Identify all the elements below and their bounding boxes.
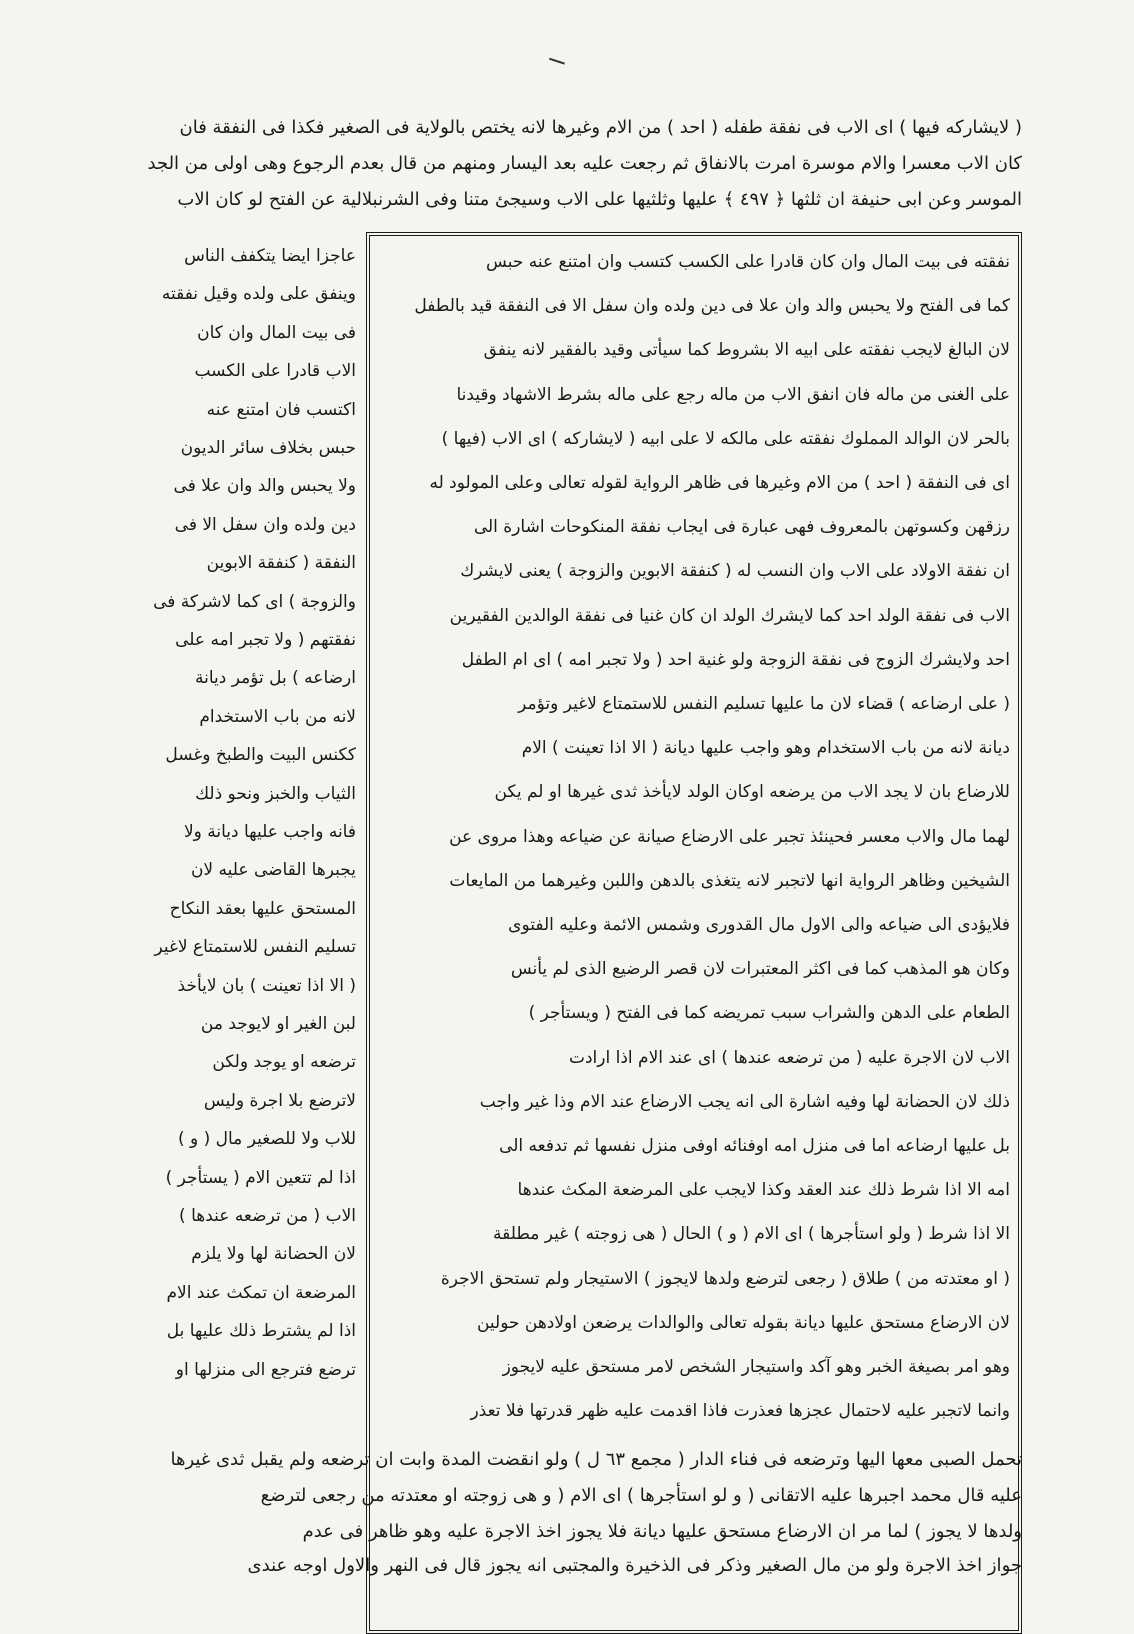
scan-mark [547,58,565,71]
main-line: امه الا اذا شرط ذلك عند العقد وكذا لايجب على المرضعة المكث عندها [517,1180,1010,1201]
bottom-line: تحمل الصبى معها اليها وترضعه فى فناء الدار ( مجمع ٦٣ ل ) ولو انقضت المدة وابت ان ترضعه ولم يقبل ثدى غيرها [170,1449,1022,1470]
main-line: على الغنى من ماله فان انفق الاب من ماله رجع على ماله بشرط الاشهاد وقيدنا [456,384,1010,405]
top-line: الموسر وعن ابى حنيفة ان ثلثها ﴿ ٤٩٧ ﴾ عليها وثلثيها على الاب وسيجئ متنا وفى الشرنبلالية عن الفتح لو كان الاب [177,189,1022,210]
side-line: ترضع فترجع الى منزلها او [175,1359,356,1380]
main-line: ان نفقة الاولاد على الاب وان النسب له ( كنفقة الابوين والزوجة ) يعنى لايشرك [460,561,1010,582]
side-line: اكتسب فان امتنع عنه [206,399,356,420]
side-line: تسليم النفس للاستمتاع لاغير [154,937,356,958]
main-line: ( او معتدته من ) طلاق ( رجعى لترضع ولدها لايجوز ) الاستيجار ولم تستحق الاجرة [440,1268,1010,1289]
main-line: ذلك لان الحضانة لها وفيه اشارة الى انه يجب الارضاع عند الام وذا غير واجب [479,1091,1010,1112]
main-line: للارضاع بان لا يجد الاب من يرضعه اوكان الولد لايأخذ ثدى غيرها او لم يكن [494,782,1010,803]
side-line: لان الحضانة لها ولا يلزم [191,1244,356,1265]
main-line: الاب فى نفقة الولد احد كما لايشرك الولد ان كان غنيا فى نفقة الوالدين الفقيرين [449,605,1010,626]
side-line: المستحق عليها بعقد النكاح [169,898,356,919]
side-line: اذا لم تتعين الام ( يستأجر ) [165,1167,356,1188]
side-line: ترضعه او يوجد ولكن [212,1052,356,1073]
side-line: ارضاعه ) بل تؤمر ديانة [195,668,356,689]
main-line: ديانة لانه من باب الاستخدام وهو واجب عليها ديانة ( الا اذا تعينت ) الام [521,738,1010,759]
top-line: كان الاب معسرا والام موسرة امرت بالانفاق ثم رجعت عليه بعد اليسار ومنهم من قال بعدم الرجوع وهى اولى من الجد [147,153,1022,174]
main-line: فلايؤدى الى ضياعه والى الاول مال القدورى وشمس الائمة وعليه الفتوى [508,915,1010,935]
side-line: للاب ولا للصغير مال ( و ) [177,1129,356,1150]
side-line: لانه من باب الاستخدام [199,706,356,727]
main-line: وانما لاتجبر عليه لاحتمال عجزها فعذرت فاذا اقدمت عليه ظهر قدرتها فلا تعذر [470,1401,1010,1422]
side-line: عاجزا ايضا يتكفف الناس [184,246,356,266]
main-line: وهو امر بصيغة الخبر وهو آكد واستيجار الشخص لامر مستحق عليه لايجوز [502,1357,1010,1377]
main-line: لان الارضاع مستحق عليها ديانة بقوله تعالى والوالدات يرضعن اولادهن حولين [476,1312,1010,1333]
side-line: فى بيت المال وان كان [197,322,356,343]
main-line: وكان هو المذهب كما فى اكثر المعتبرات لان قصر الرضيع الذى لم يأنس [510,959,1010,980]
main-line: الطعام على الدهن والشراب سبب تمريضه كما فى الفتح ( ويستأجر ) [528,1003,1010,1024]
side-line: الثياب والخبز ونحو ذلك [195,783,356,804]
main-line: بالحر لان الوالد المملوك نفقته على مالكه لا على ابيه ( لايشاركه ) اى الاب (فيها ) [441,428,1010,449]
side-line: يجبرها القاضى عليه لان [190,860,356,881]
main-line: الا اذا شرط ( ولو استأجرها ) اى الام ( و ) الحال ( هى زوجته ) غير مطلقة [492,1224,1010,1245]
main-line: لهما مال والاب معسر فحينئذ تجبر على الارضاع صيانة عن ضياعه وهذا مروى عن [449,826,1010,847]
main-line: لان البالغ لايجب نفقته على ابيه الا بشروط كما سيأتى وقيد بالفقير لانه ينفق [483,340,1010,361]
bottom-line: جواز اخذ الاجرة ولو من مال الصغير وذكر فى الذخيرة والمجتبى انه يجوز قال فى النهر والاول اوجه عندى [247,1555,1022,1576]
side-line: والزوجة ) اى كما لاشركة فى [153,591,356,612]
side-line: الاب ( من ترضعه عندها ) [179,1206,356,1226]
main-line: احد ولايشرك الزوج فى نفقة الزوجة ولو غنية احد ( ولا تجبر امه ) اى ام الطفل [461,649,1010,670]
main-line: كما فى الفتح ولا يحبس والد وان علا فى دين ولده وان سفل الا فى النفقة قيد بالطفل [414,296,1010,317]
main-line: اى فى النفقة ( احد ) من الام وغيرها فى ظاهر الرواية لقوله تعالى وعلى المولود له [429,473,1010,493]
main-line: بل عليها ارضاعه اما فى منزل امه اوفنائه اوفى منزل نفسها ثم تدفعه الى [499,1136,1010,1156]
side-line: ككنس البيت والطبخ وغسل [165,745,356,766]
side-line: لاترضع بلا اجرة وليس [203,1090,356,1111]
side-line: لبن الغير او لايوجد من [200,1014,356,1034]
side-line: اذا لم يشترط ذلك عليها بل [166,1321,356,1342]
main-line: الشيخين وظاهر الرواية انها لاتجبر لانه يتغذى بالدهن واللبن وغيرهما من المايعات [449,870,1010,891]
bottom-line: عليه قال محمد اجبرها عليه الاتقانى ( و لو استأجرها ) اى الام ( و هى زوجته او معتدته من رجعى لترضع [260,1485,1022,1506]
side-line: نفقتهم ( ولا تجبر امه على [175,630,356,650]
side-line: حبس بخلاف سائر الديون [180,438,356,458]
main-line: الاب لان الاجرة عليه ( من ترضعه عندها ) اى عند الام اذا ارادت [568,1047,1010,1068]
main-line: ( على ارضاعه ) قضاء لان ما عليها تسليم النفس للاستمتاع لاغير وتؤمر [518,694,1010,714]
main-line: نفقته فى بيت المال وان كان قادرا على الكسب كتسب وان امتنع عنه حبس [486,252,1010,272]
side-line: النفقة ( كنفقة الابوين [206,553,356,574]
top-line: ( لايشاركه فيها ) اى الاب فى نفقة طفله ( احد ) من الام وغيرها لانه يختص بالولاية فى الصغير فكذا فى النفقة فان [179,117,1022,138]
side-line: وينفق على ولده وقيل نفقته [161,284,356,305]
side-line: الاب قادرا على الكسب [194,361,356,382]
main-line: رزقهن وكسوتهن بالمعروف فهى عبارة فى ايجاب نفقة المنكوحات اشارة الى [473,517,1010,538]
side-line: دين ولده وان سفل الا فى [174,514,356,535]
bottom-line: ولدها لا يجوز ) لما مر ان الارضاع مستحق عليها ديانة فلا يجوز اخذ الاجرة عليه وهو ظاهر فى عدم [302,1521,1022,1542]
side-line: المرضعة ان تمكث عند الام [166,1282,356,1303]
side-line: فانه واجب عليها ديانة ولا [183,822,356,842]
side-line: ( الا اذا تعينت ) بان لايأخذ [177,975,356,996]
side-line: ولا يحبس والد وان علا فى [173,476,356,497]
